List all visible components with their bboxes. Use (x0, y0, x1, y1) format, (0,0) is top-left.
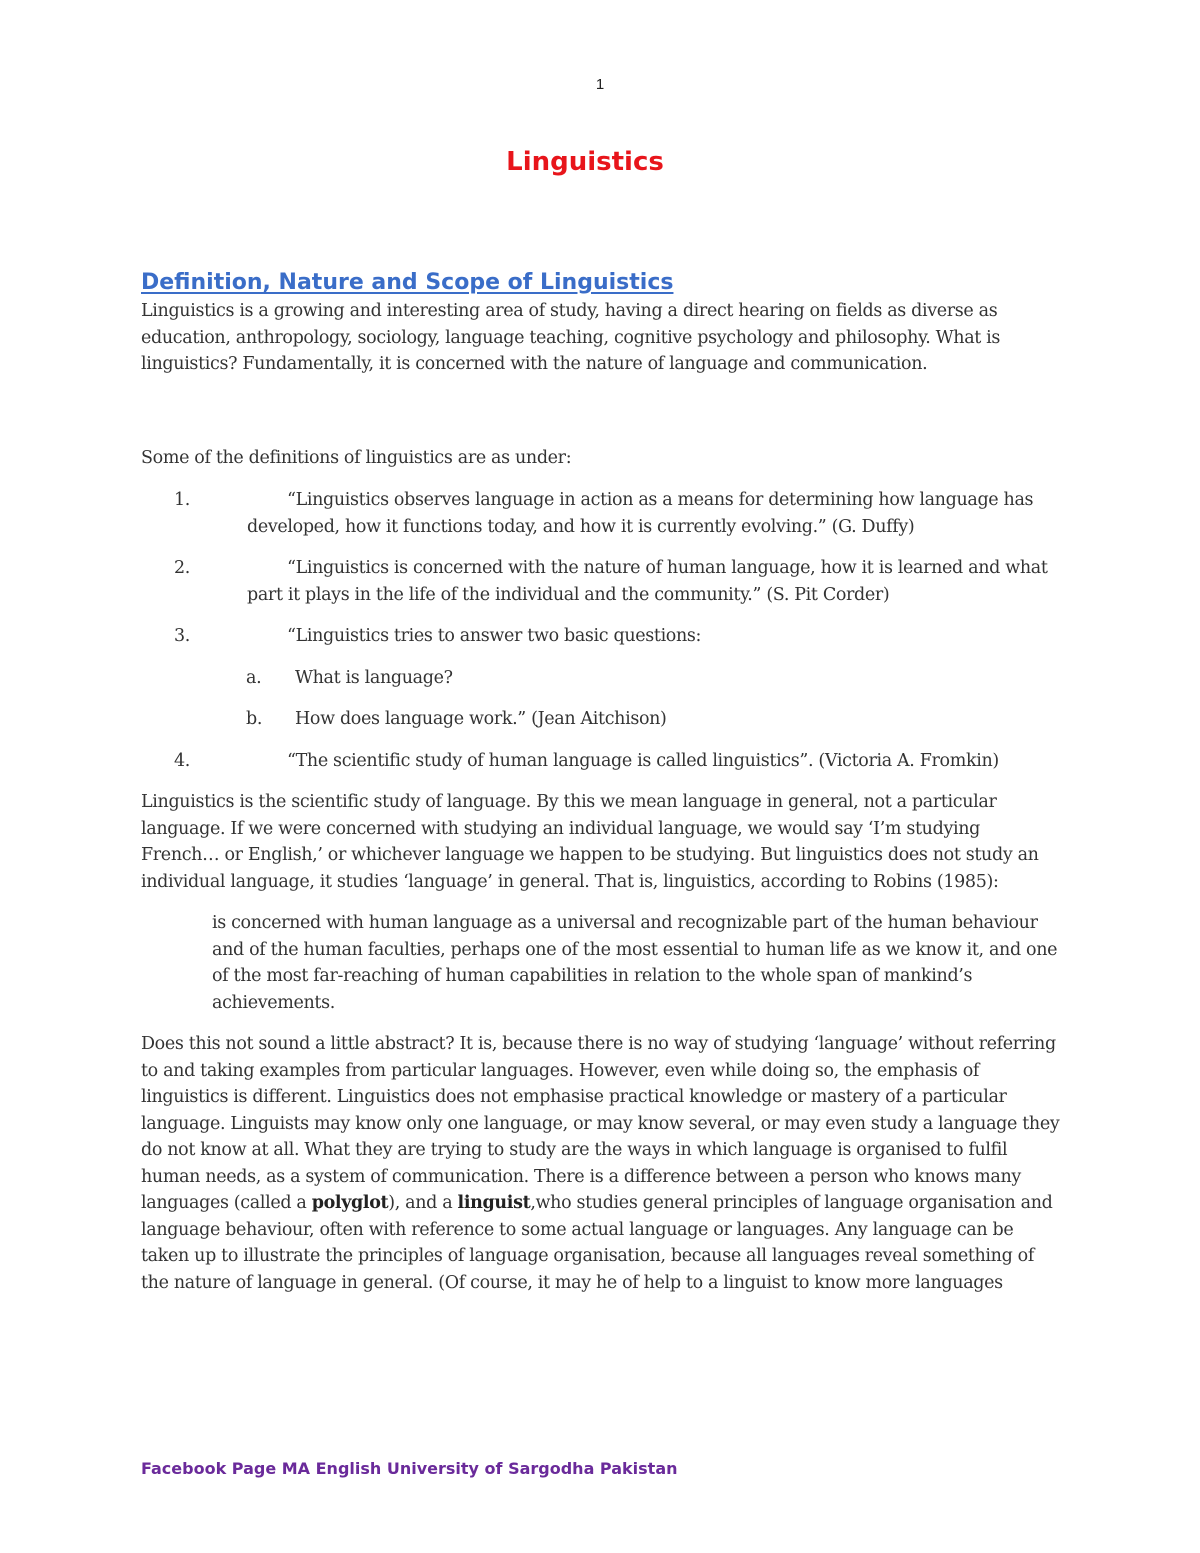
definition-text: “Linguistics observes language in action as a means for determining how language has developed, how it functions today, and how it is currently evolving.” (G. Duffy) (247, 490, 1034, 537)
body-paragraph (141, 1031, 1061, 1296)
term-polyglot: polyglot (311, 1193, 389, 1213)
sub-question (141, 706, 1061, 733)
document-title: Linguistics (506, 147, 664, 177)
block-quote: is concerned with human language as a universal and recognizable part of the human behaviour and of the human faculties, perhaps one of the most essential to human life as we know it, and one of the most far-reaching of human capabilities in relation to the whole span of mankind’s achievements. (212, 913, 1058, 1013)
body-paragraph: Linguistics is the scientific study of language. By this we mean language in general, not a particular language. If we were concerned with studying an individual language, we would say ‘I’m studying French… or English,’ or whichever language we happen to be studying. But linguistics does not study an individual language, it studies ‘language’ in general. That is, linguistics, according to Robins (1985): (141, 792, 1039, 892)
definition-item (141, 487, 1061, 540)
paragraph-text: ), and a (388, 1193, 458, 1213)
main-content (141, 268, 1061, 1296)
definitions-lead: Some of the definitions of linguistics are as under: (141, 447, 572, 468)
sub-question-text: How does language work.” (Jean Aitchison) (295, 709, 667, 729)
definition-text: “The scientific study of human language is called linguistics”. (Victoria A. Fromkin) (287, 750, 999, 771)
sub-question-letter: a. (246, 667, 262, 688)
paragraph-text: Does this not sound a little abstract? It is, because there is no way of studying ‘language’ without referring to and taking examples from particular languages. However, even while doing so, the emphasis of linguistics is different. Linguistics does not emphasise practical knowledge or mastery of a particular language. Linguists may know only one language, or may know several, or may even study a language they do not know at all. What they are trying to study are the ways in which language is organised to fulfil human needs, as a system of communication. There is a difference between a person who knows many languages (called a (141, 1034, 1060, 1213)
paragraph-text: ,who studies general principles of language organisation and language behaviour, often with reference to some actual language or languages. Any language can be taken up to illustrate the principles of language organisation, because all languages reveal something of the nature of language in general. (Of course, it may he of help to a linguist to know more languages (141, 1193, 1053, 1293)
definition-number: 2. (174, 558, 190, 578)
definition-text: “Linguistics tries to answer two basic questions: (287, 626, 702, 646)
definition-number: 4. (174, 750, 190, 771)
definition-number: 1. (174, 490, 190, 510)
definition-text: “Linguistics is concerned with the nature of human language, how it is learned and what part it plays in the life of the individual and the community.” (S. Pit Corder) (247, 558, 1048, 605)
definitions-list (141, 487, 1061, 774)
definition-item (141, 623, 1061, 733)
definition-item (141, 555, 1061, 608)
intro-paragraph: Linguistics is a growing and interesting area of study, having a direct hearing on fields as diverse as education, anthropology, sociology, language teaching, cognitive psychology and philosophy. What is linguistics? Fundamentally, it is concerned with the nature of language and communication. (141, 301, 1001, 374)
page-number: 1 (595, 76, 605, 93)
sub-question-text: What is language? (295, 667, 453, 688)
section-heading: Definition, Nature and Scope of Linguistics (141, 270, 674, 295)
definition-number: 3. (174, 626, 190, 646)
definition-item (141, 748, 1061, 775)
sub-question-letter: b. (246, 709, 263, 729)
page-footer: Facebook Page MA English University of Sargodha Pakistan (141, 1459, 678, 1478)
sub-question (141, 665, 1061, 692)
term-linguist: linguist (457, 1193, 531, 1213)
question-sublist (141, 665, 1061, 733)
